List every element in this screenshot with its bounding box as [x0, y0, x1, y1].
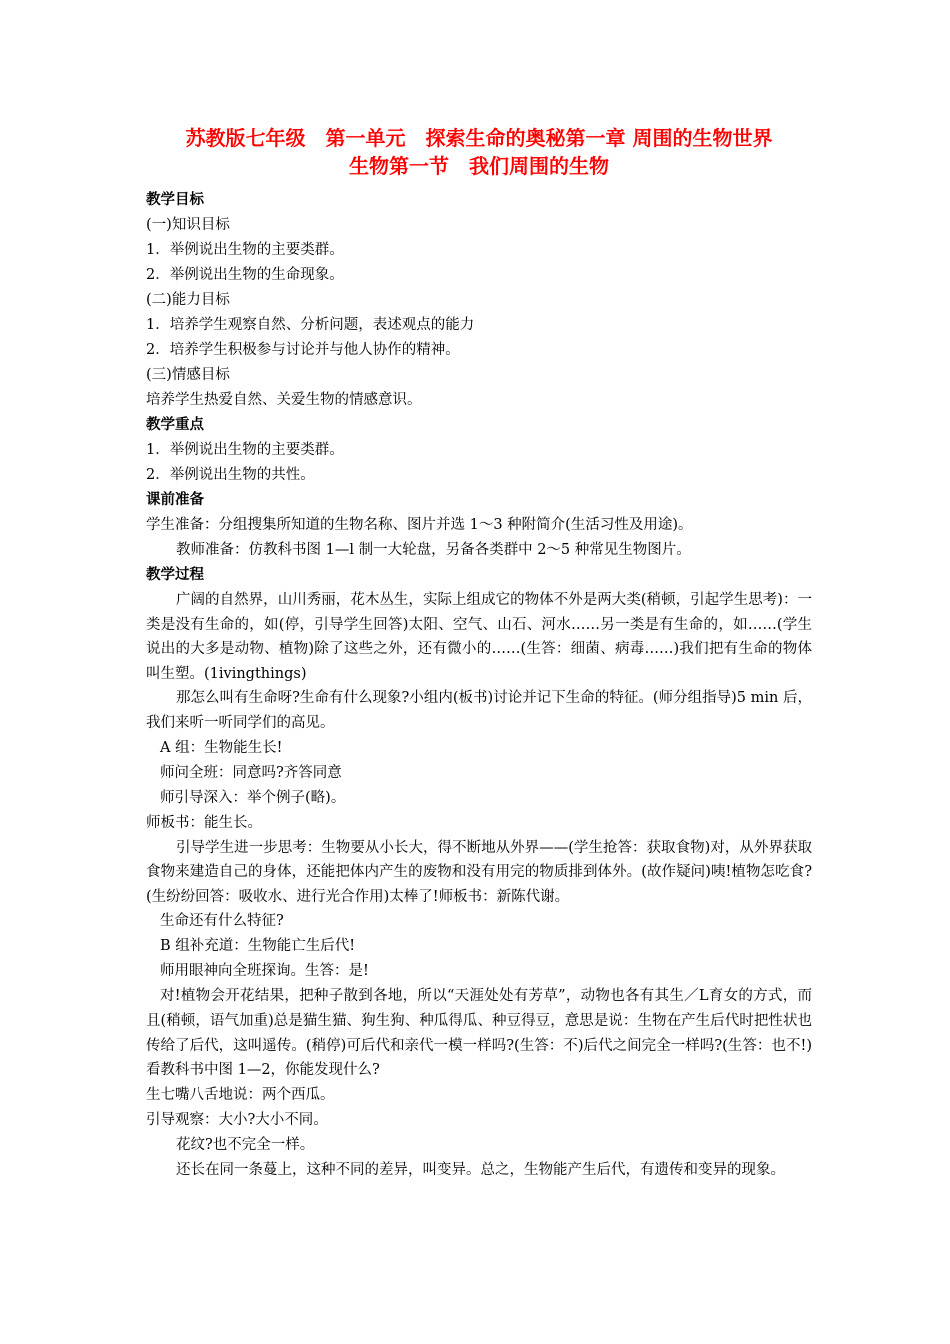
dialogue-line: B 组补充道：生物能亡生后代!	[160, 938, 356, 955]
section-heading-process: 教学过程	[146, 567, 204, 583]
subheading-knowledge: (一)知识目标	[146, 217, 230, 233]
paragraph: 对!植物会开花结果，把种子散到各地，所以“天涯处处有芳草”，动物也各有其生／L育女的方式，而且(稍顿，语气加重)总是猫生猫、狗生狗、种瓜得瓜、种豆得豆，意思是说：生物在产生后代时把性状也传给了后代，这叫遥传。(稍停)可后代和亲代一模一样吗?(生答：不)后代之间完全一样吗?(生答：也不!)看教科书中图 1—2，你能发现什么?	[146, 988, 812, 1079]
dialogue-line: 师板书：能生长。	[146, 814, 262, 831]
dialogue-line: 师问全班：同意吗?齐答同意	[160, 764, 342, 781]
list-item: 2．培养学生积极参与讨论并与他人协作的精神。	[146, 342, 460, 358]
list-item: 2．举例说出生物的生命现象。	[146, 267, 344, 283]
section-heading-key-points: 教学重点	[146, 417, 204, 433]
paragraph: 引导学生进一步思考：生物要从小长大，得不断地从外界——(学生抢答：获取食物)对，从外界获取食物来建造自己的身体，还能把体内产生的废物和没有用完的物质排到体外。(故作疑问)咦!植物怎吃食?(生纷纷回答：吸收水、进行光合作用)太棒了!师板书：新陈代谢。	[146, 839, 812, 905]
section-heading-objectives: 教学目标	[146, 192, 204, 208]
dialogue-line: 生七嘴八舌地说：两个西瓜。	[146, 1086, 335, 1103]
document-title: 苏教版七年级 第一单元 探索生命的奥秘第一章 周围的生物世界	[185, 126, 773, 150]
subheading-ability: (二)能力目标	[146, 292, 230, 308]
list-item: 1．培养学生观察自然、分析问题，表述观点的能力	[146, 317, 475, 333]
section-heading-preparation: 课前准备	[146, 492, 204, 508]
emotion-text: 培养学生热爱自然、关爱生物的情感意识。	[146, 392, 422, 408]
dialogue-line: 生命还有什么特征?	[160, 913, 284, 930]
paragraph: 那怎么叫有生命呀?生命有什么现象?小组内(板书)讨论并记下生命的特征。(师分组指导)5 min 后，我们来听一听同学们的高见。	[146, 690, 812, 731]
list-item: 1．举例说出生物的主要类群。	[146, 242, 344, 258]
list-item: 2．举例说出生物的共性。	[146, 467, 315, 483]
paragraph: 还长在同一条蔓上，这种不同的差异，叫变异。总之，生物能产生后代，有遗传和变异的现象。	[176, 1161, 785, 1178]
dialogue-line: 引导观察：大小?大小不同。	[146, 1111, 328, 1128]
teacher-preparation: 教师准备：仿教科书图 1—l 制一大轮盘，另备各类群中 2～5 种常见生物图片。	[176, 542, 691, 558]
dialogue-line: 师用眼神向全班探询。生答：是!	[160, 963, 369, 980]
subheading-emotion: (三)情感目标	[146, 367, 230, 383]
dialogue-line: 师引导深入：举个例子(略)。	[160, 789, 346, 806]
document-subtitle: 生物第一节 我们周围的生物	[349, 154, 609, 178]
list-item: 1．举例说出生物的主要类群。	[146, 442, 344, 458]
paragraph: 广阔的自然界，山川秀丽，花木丛生，实际上组成它的物体不外是两大类(稍顿，引起学生思考)：一类是没有生命的，如(停，引导学生回答)太阳、空气、山石、河水……另一类是有生命的，如……(学生说出的大多是动物、植物)除了这些之外，还有微小的……(生答：细菌、病毒……)我们把有生命的物体叫生塑。(1ivingthings)	[146, 592, 812, 682]
student-preparation: 学生准备：分组搜集所知道的生物名称、图片并选 1～3 种附简介(生活习性及用途)。	[146, 517, 693, 533]
document-page	[146, 124, 812, 1182]
dialogue-line: 花纹?也不完全一样。	[176, 1136, 315, 1153]
dialogue-line: A 组：生物能生长!	[160, 739, 283, 756]
